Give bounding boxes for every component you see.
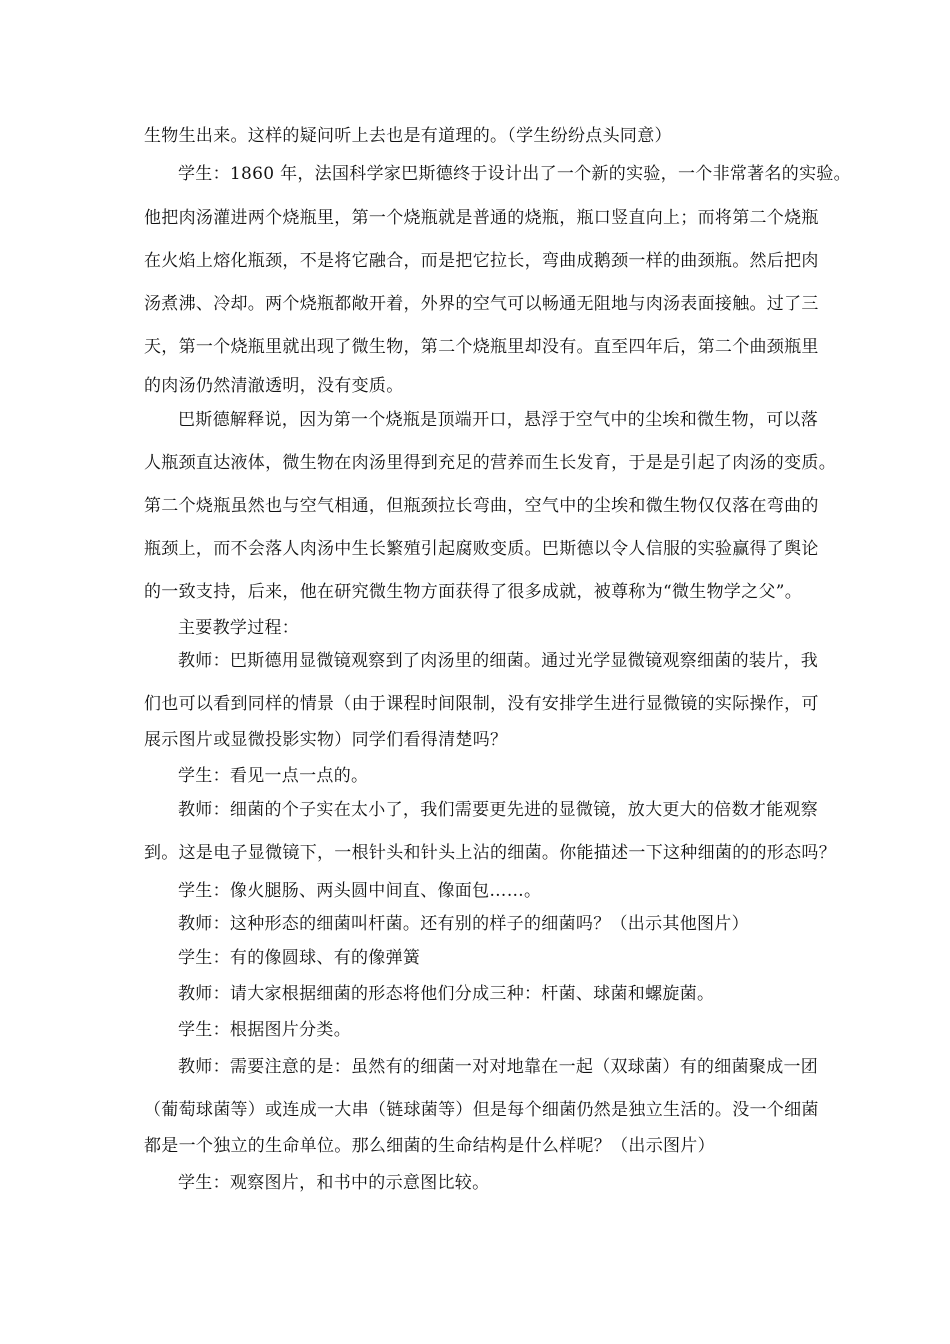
text-line: 汤煮沸、冷却。两个烧瓶都敞开着，外界的空气可以畅通无阻地与肉汤表面接触。过了三 <box>144 294 819 314</box>
text-line: 教师：巴斯德用显微镜观察到了肉汤里的细菌。通过光学显微镜观察细菌的装片，我 <box>178 651 819 671</box>
text-line: 到。这是电子显微镜下，一根针头和针头上沾的细菌。你能描述一下这种细菌的的形态吗？ <box>144 843 836 863</box>
text-line: 的一致支持，后来，他在研究微生物方面获得了很多成就，被尊称为“微生物学之父”。 <box>144 582 803 602</box>
text-line: 学生：根据图片分类。 <box>178 1020 351 1040</box>
text-line: 教师：请大家根据细菌的形态将他们分成三种：杆菌、球菌和螺旋菌。 <box>178 984 715 1004</box>
text-line: 瓶颈上，而不会落人肉汤中生长繁殖引起腐败变质。巴斯德以令人信服的实验赢得了舆论 <box>144 539 819 559</box>
text-line: 们也可以看到同样的情景（由于课程时间限制，没有安排学生进行显微镜的实际操作，可 <box>144 694 819 714</box>
text-line: 学生：观察图片，和书中的示意图比较。 <box>178 1173 490 1193</box>
text-line: 教师：需要注意的是：虽然有的细菌一对对地靠在一起（双球菌）有的细菌聚成一团 <box>178 1057 819 1077</box>
text-line: 都是一个独立的生命单位。那么细菌的生命结构是什么样呢？（出示图片） <box>144 1136 715 1156</box>
text-line: 学生：像火腿肠、两头圆中间直、像面包……。 <box>178 881 542 901</box>
text-line: 教师：细菌的个子实在太小了，我们需要更先进的显微镜，放大更大的倍数才能观察 <box>178 800 819 820</box>
text-line: 的肉汤仍然清澈透明，没有变质。 <box>144 376 404 396</box>
text-line: 在火焰上熔化瓶颈，不是将它融合，而是把它拉长，弯曲成鹅颈一样的曲颈瓶。然后把肉 <box>144 251 819 271</box>
text-line: 学生：看见一点一点的。 <box>178 766 369 786</box>
text-line: （葡萄球菌等）或连成一大串（链球菌等）但是每个细菌仍然是独立生活的。没一个细菌 <box>144 1100 819 1120</box>
text-line: 巴斯德解释说，因为第一个烧瓶是顶端开口，悬浮于空气中的尘埃和微生物，可以落 <box>178 410 819 430</box>
text-line: 学生：有的像圆球、有的像弹簧 <box>178 948 421 968</box>
text-line: 天，第一个烧瓶里就出现了微生物，第二个烧瓶里却没有。直至四年后，第二个曲颈瓶里 <box>144 337 819 357</box>
text-line: 学生：1860 年，法国科学家巴斯德终于设计出了一个新的实验，一个非常著名的实验。 <box>178 164 851 184</box>
text-line: 展示图片或显微投影实物）同学们看得清楚吗？ <box>144 730 508 750</box>
text-line: 人瓶颈直达液体，微生物在肉汤里得到充足的营养而生长发育，于是是引起了肉汤的变质。 <box>144 453 836 473</box>
text-line: 生物生出来。这样的疑问听上去也是有道理的。（学生纷纷点头同意） <box>144 126 672 146</box>
text-line: 第二个烧瓶虽然也与空气相通，但瓶颈拉长弯曲，空气中的尘埃和微生物仅仅落在弯曲的 <box>144 496 819 516</box>
text-line: 教师：这种形态的细菌叫杆菌。还有别的样子的细菌吗？（出示其他图片） <box>178 914 749 934</box>
text-line: 主要教学过程： <box>178 618 300 638</box>
text-line: 他把肉汤灌进两个烧瓶里，第一个烧瓶就是普通的烧瓶，瓶口竖直向上；而将第二个烧瓶 <box>144 208 819 228</box>
